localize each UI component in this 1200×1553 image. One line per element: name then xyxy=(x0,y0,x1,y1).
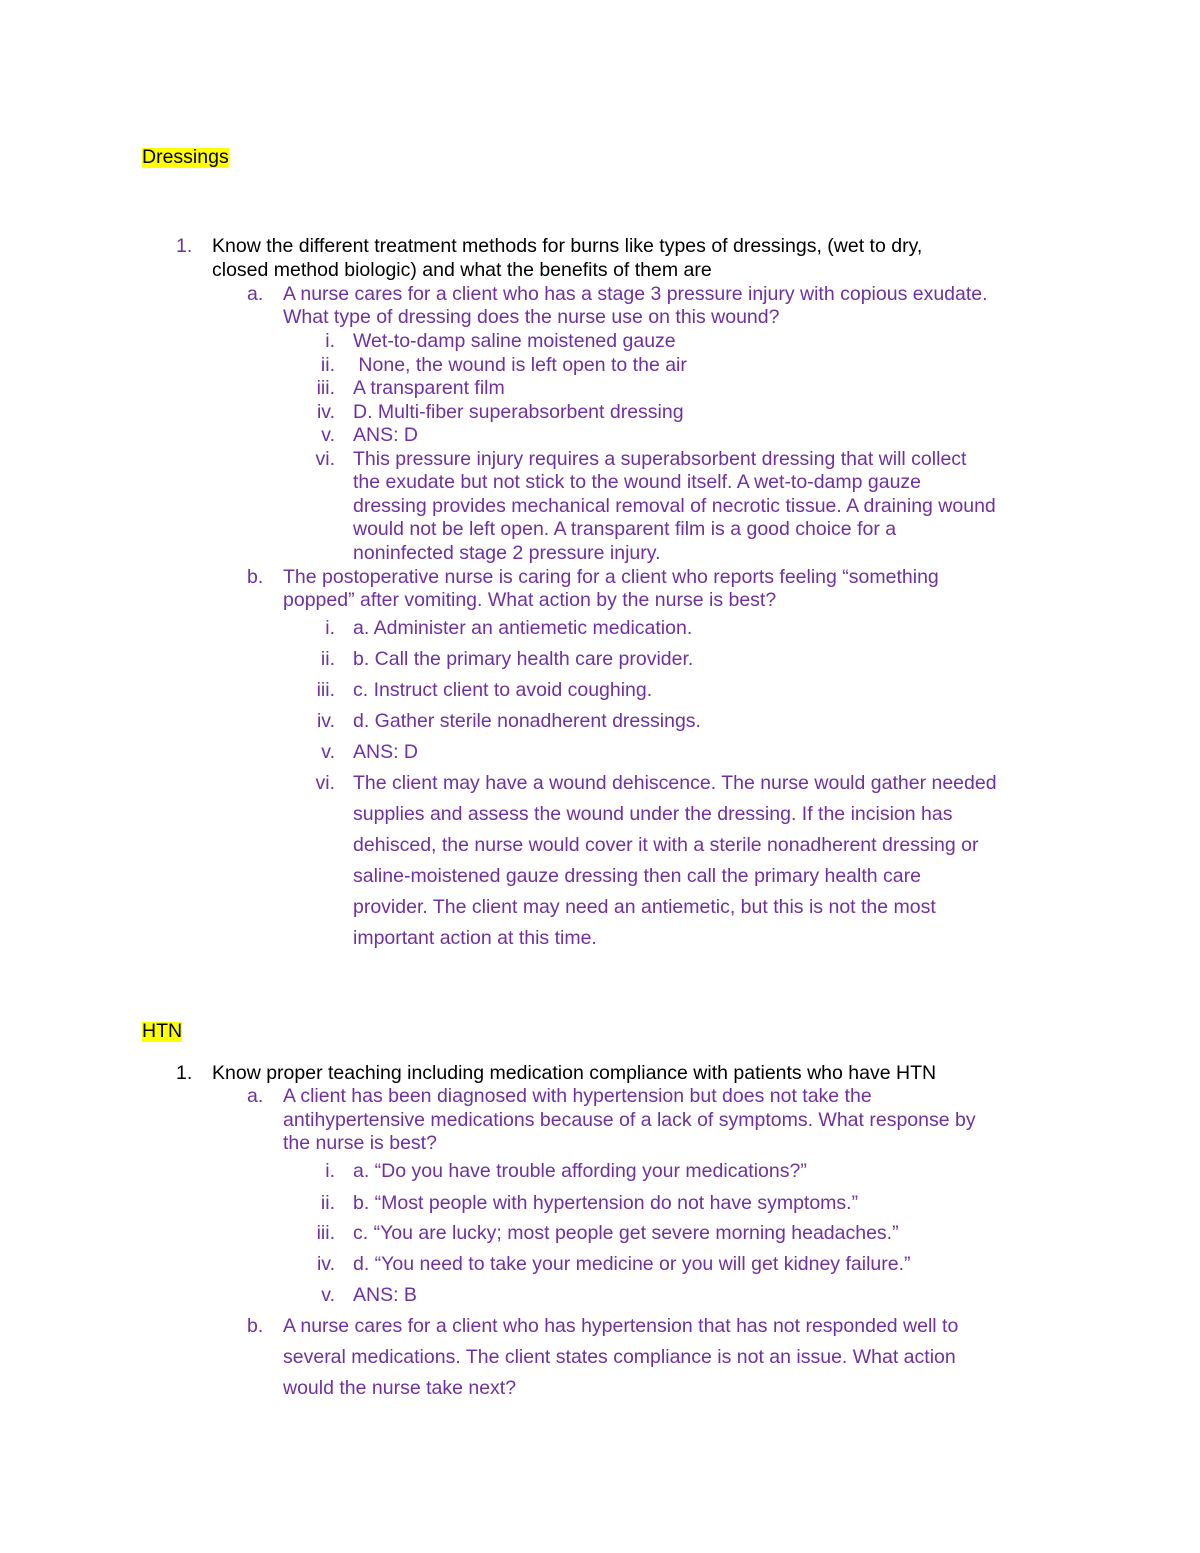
question-stem-line: the nurse is best? xyxy=(283,1132,437,1154)
option-text: Wet-to-damp saline moistened gauze xyxy=(353,330,676,352)
question-stem-line: The postoperative nurse is caring for a client who reports feeling “something xyxy=(283,566,939,588)
rationale-line: important action at this time. xyxy=(353,927,597,949)
rationale-line: dressing provides mechanical removal of necrotic tissue. A draining wound xyxy=(353,495,996,517)
option-text: c. “You are lucky; most people get severe morning headaches.” xyxy=(353,1222,899,1244)
item-number: 1. xyxy=(176,1062,193,1084)
section-heading-htn: HTN xyxy=(142,1020,183,1042)
rationale-line: noninfected stage 2 pressure injury. xyxy=(353,542,661,564)
question-letter: a. xyxy=(247,283,264,305)
item-text-line: Know the different treatment methods for burns like types of dressings, (wet to dry, xyxy=(212,235,923,257)
item-text-line: Know proper teaching including medication compliance with patients who have HTN xyxy=(212,1062,937,1084)
option-number: iii. xyxy=(316,377,335,399)
question-letter: b. xyxy=(247,1315,264,1337)
question-stem-line: popped” after vomiting. What action by the nurse is best? xyxy=(283,589,777,611)
option-number: iii. xyxy=(316,1222,335,1244)
question-letter: a. xyxy=(247,1085,264,1107)
option-text: d. Gather sterile nonadherent dressings. xyxy=(353,710,701,732)
answer-text: ANS: D xyxy=(353,424,419,446)
option-text: a. Administer an antiemetic medication. xyxy=(353,617,693,639)
option-number: vi. xyxy=(315,448,335,470)
question-stem-line: A nurse cares for a client who has hypertension that has not responded well to xyxy=(283,1315,959,1337)
rationale-line: provider. The client may need an antiemetic, but this is not the most xyxy=(353,896,936,918)
option-number: ii. xyxy=(320,354,335,376)
section-heading-dressings: Dressings xyxy=(142,146,229,168)
option-number: i. xyxy=(325,617,335,639)
option-text: D. Multi-fiber superabsorbent dressing xyxy=(353,401,684,423)
option-number: v. xyxy=(321,741,335,763)
rationale-line: would not be left open. A transparent film is a good choice for a xyxy=(353,518,897,540)
rationale-line: dehisced, the nurse would cover it with a sterile nonadherent dressing or xyxy=(353,834,979,856)
item-text-line: closed method biologic) and what the benefits of them are xyxy=(212,259,712,281)
option-number: vi. xyxy=(315,772,335,794)
option-number: ii. xyxy=(320,1192,335,1214)
option-number: iv. xyxy=(316,1253,335,1275)
option-number: iv. xyxy=(316,401,335,423)
question-stem-line: several medications. The client states compliance is not an issue. What action xyxy=(283,1346,956,1368)
rationale-line: This pressure injury requires a superabsorbent dressing that will collect xyxy=(353,448,967,470)
option-number: v. xyxy=(321,424,335,446)
option-number: i. xyxy=(325,1160,335,1182)
question-stem-line: A nurse cares for a client who has a stage 3 pressure injury with copious exudate. xyxy=(283,283,988,305)
option-text: b. Call the primary health care provider. xyxy=(353,648,694,670)
option-number: i. xyxy=(325,330,335,352)
rationale-line: saline-moistened gauze dressing then call the primary health care xyxy=(353,865,921,887)
option-text: c. Instruct client to avoid coughing. xyxy=(353,679,653,701)
question-letter: b. xyxy=(247,566,264,588)
option-text: A transparent film xyxy=(353,377,505,399)
rationale-line: supplies and assess the wound under the dressing. If the incision has xyxy=(353,803,953,825)
answer-text: ANS: D xyxy=(353,741,419,763)
question-stem-line: What type of dressing does the nurse use on this wound? xyxy=(283,306,780,328)
answer-text: ANS: B xyxy=(353,1284,417,1306)
option-number: v. xyxy=(321,1284,335,1306)
question-stem-line: would the nurse take next? xyxy=(283,1377,517,1399)
option-text: b. “Most people with hypertension do not have symptoms.” xyxy=(353,1192,859,1214)
item-number: 1. xyxy=(176,235,193,257)
rationale-line: The client may have a wound dehiscence. The nurse would gather needed xyxy=(353,772,997,794)
rationale-line: the exudate but not stick to the wound itself. A wet-to-damp gauze xyxy=(353,471,922,493)
question-stem-line: A client has been diagnosed with hypertension but does not take the xyxy=(283,1085,872,1107)
option-text: None, the wound is left open to the air xyxy=(353,354,687,376)
option-number: ii. xyxy=(320,648,335,670)
option-number: iii. xyxy=(316,679,335,701)
option-text: a. “Do you have trouble affording your medications?” xyxy=(353,1160,807,1182)
question-stem-line: antihypertensive medications because of a lack of symptoms. What response by xyxy=(283,1109,976,1131)
option-number: iv. xyxy=(316,710,335,732)
option-text: d. “You need to take your medicine or you will get kidney failure.” xyxy=(353,1253,911,1275)
